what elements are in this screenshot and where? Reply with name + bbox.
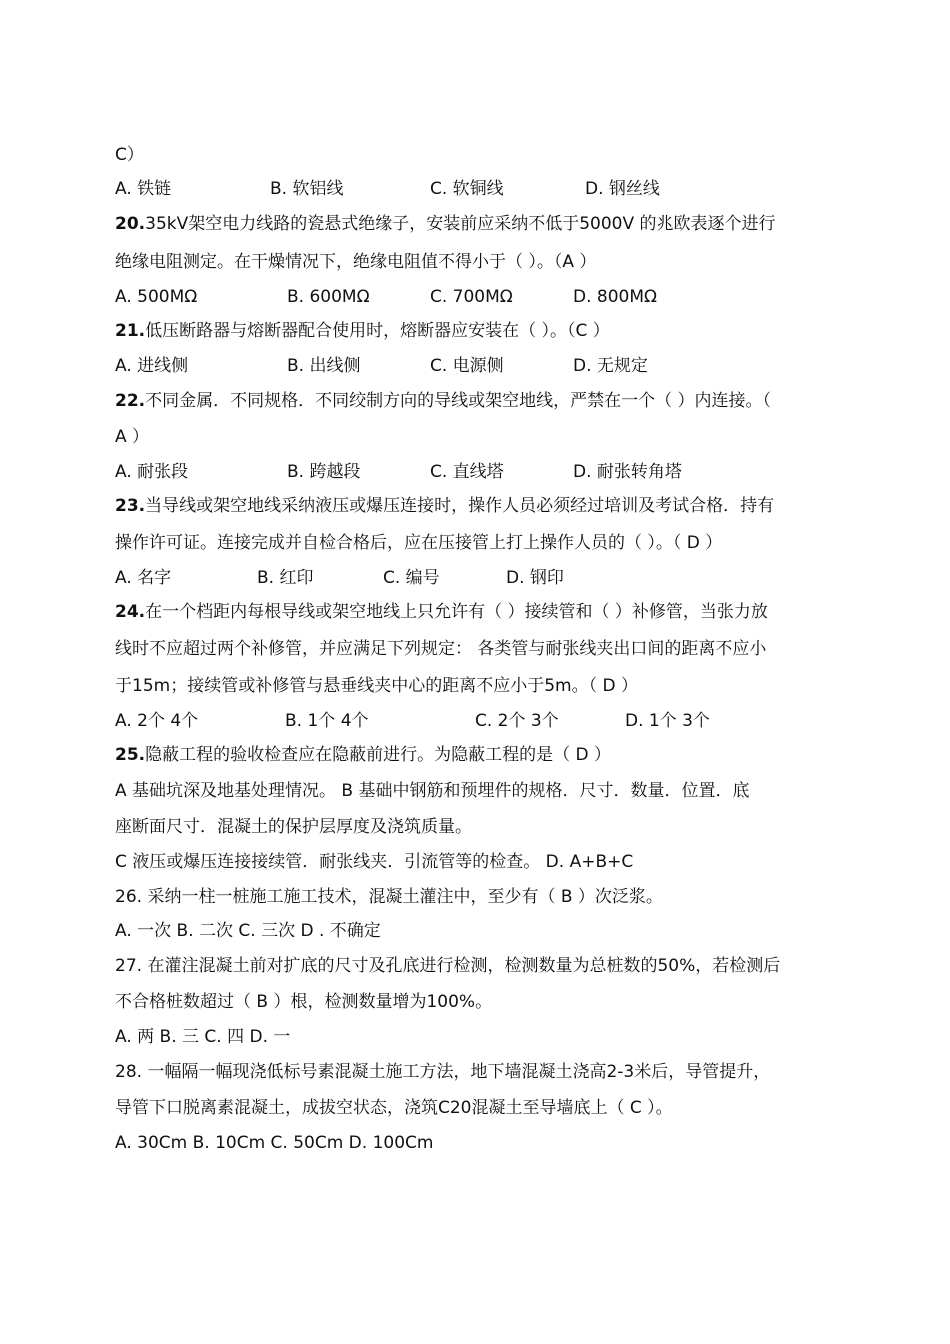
options-row: A. 一次 B. 二次 C. 三次 D . 不确定: [115, 921, 381, 941]
question-text: 在一个档距内每根导线或架空地线上只允许有（ ）接续管和（ ）补修管，当张力放: [145, 602, 768, 622]
question-22: [115, 389, 875, 413]
option-c: C. 700MΩ: [430, 287, 513, 307]
question-text-line: 导管下口脱离素混凝土，成拔空状态，浇筑C20混凝土至导墙底上（ C ）。: [115, 1098, 673, 1118]
option-b: B. 1个 4个: [285, 711, 369, 731]
options-row: A. 两 B. 三 C. 四 D. 一: [115, 1027, 291, 1047]
option-b: B. 红印: [257, 568, 314, 588]
option-c: C. 编号: [383, 568, 440, 588]
option-d: D. 钢丝线: [585, 179, 660, 199]
option-b: B. 出线侧: [287, 356, 361, 376]
question-28: 28. 一幅隔一幅现浇低标号素混凝土施工方法，地下墙混凝土浇高2-3米后，导管提升，: [115, 1062, 771, 1082]
question-24: [115, 600, 875, 624]
question-text: 35kV架空电力线路的瓷悬式绝缘子，安装前应采纳不低于5000V 的兆欧表逐个进行: [145, 214, 776, 234]
question-number: 25.: [115, 745, 146, 765]
question-25: [115, 743, 875, 767]
option-a: A. 铁链: [115, 179, 172, 199]
option-d: D. 800MΩ: [573, 287, 658, 307]
answer-continuation: C）: [115, 145, 144, 165]
question-text: 低压断路器与熔断器配合使用时，熔断器应安装在（ ）。（C ）: [145, 321, 610, 341]
question-text-line: A 基础坑深及地基处理情况。 B 基础中钢筋和预埋件的规格．尺寸．数量．位置．底: [115, 781, 750, 801]
question-number: 22.: [115, 391, 146, 411]
question-text-line: 操作许可证。连接完成并自检合格后，应在压接管上打上操作人员的（ ）。（ D ）: [115, 533, 723, 553]
options-row: [115, 354, 875, 378]
question-23: [115, 494, 875, 518]
option-a: A. 耐张段: [115, 462, 189, 482]
options-row: [115, 285, 875, 309]
question-text-line: 于15m；接续管或补修管与悬垂线夹中心的距离不应小于5m。（ D ）: [115, 676, 638, 696]
option-d: D. 无规定: [573, 356, 648, 376]
option-b: B. 跨越段: [287, 462, 361, 482]
option-b: B. 软铝线: [270, 179, 344, 199]
question-number: 20.: [115, 214, 146, 234]
options-row: [115, 709, 875, 733]
options-row: [115, 566, 875, 590]
question-text-line: 绝缘电阻测定。在干燥情况下，绝缘电阻值不得小于（ ）。（A ）: [115, 252, 597, 272]
option-d: D. 1个 3个: [625, 711, 710, 731]
options-row: [115, 460, 875, 484]
question-21: [115, 319, 875, 343]
question-text-line: A ）: [115, 427, 150, 447]
option-b: B. 600MΩ: [287, 287, 370, 307]
question-text: 隐蔽工程的验收检查应在隐蔽前进行。为隐蔽工程的是（ D ）: [145, 745, 612, 765]
option-d: D. 耐张转角塔: [573, 462, 682, 482]
question-text-line: 线时不应超过两个补修管，并应满足下列规定： 各类管与耐张线夹出口间的距离不应小: [115, 639, 767, 659]
question-text: 当导线或架空地线采纳液压或爆压连接时，操作人员必须经过培训及考试合格．持有: [145, 496, 775, 516]
question-text: 不同金属．不同规格．不同绞制方向的导线或架空地线，严禁在一个（ ）内连接。（: [145, 391, 772, 411]
option-a: A. 500MΩ: [115, 287, 198, 307]
question-number: 24.: [115, 602, 146, 622]
option-a: A. 进线侧: [115, 356, 189, 376]
options-row: A. 30Cm B. 10Cm C. 50Cm D. 100Cm: [115, 1133, 434, 1153]
option-a: A. 2个 4个: [115, 711, 199, 731]
question-text-line: 不合格桩数超过（ B ）根，检测数量增为100%。: [115, 992, 493, 1012]
option-a: A. 名字: [115, 568, 172, 588]
question-27: 27. 在灌注混凝土前对扩底的尺寸及孔底进行检测，检测数量为总桩数的50%，若检测后: [115, 956, 781, 976]
question-text-line: C 液压或爆压连接接续管．耐张线夹．引流管等的检查。 D. A+B+C: [115, 852, 634, 872]
question-20: [115, 212, 875, 236]
question-text-line: 座断面尺寸．混凝土的保护层厚度及浇筑质量。: [115, 817, 472, 837]
question-number: 23.: [115, 496, 146, 516]
option-c: C. 软铜线: [430, 179, 504, 199]
options-row: [115, 177, 875, 201]
option-c: C. 电源侧: [430, 356, 504, 376]
option-c: C. 直线塔: [430, 462, 504, 482]
option-d: D. 钢印: [506, 568, 564, 588]
question-26: 26. 采纳一柱一桩施工施工技术，混凝土灌注中，至少有（ B ）次泛浆。: [115, 887, 663, 907]
question-number: 21.: [115, 321, 146, 341]
option-c: C. 2个 3个: [475, 711, 559, 731]
